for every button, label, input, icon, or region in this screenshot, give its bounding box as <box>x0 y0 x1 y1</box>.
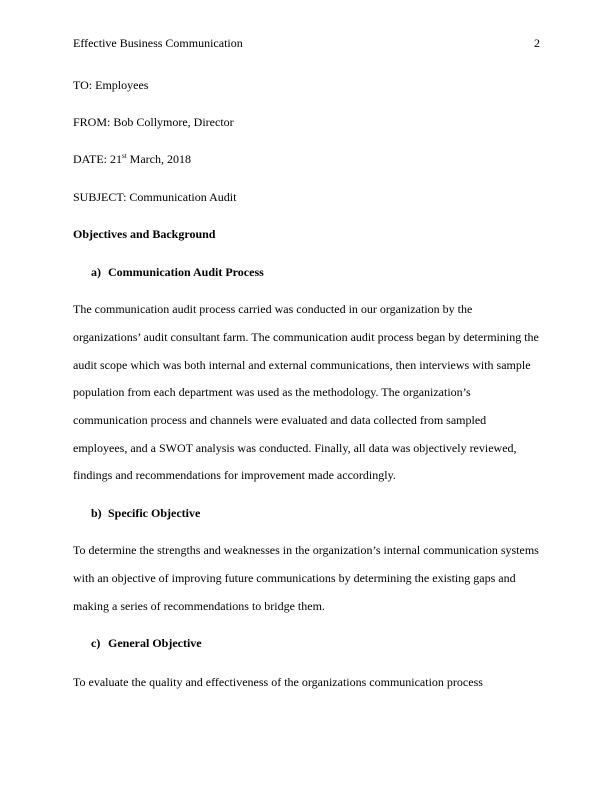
paragraph-line: To evaluate the quality and effectiveness of the organizations communication process <box>73 675 483 689</box>
section-heading: Objectives and Background <box>73 227 216 241</box>
memo-to: TO: Employees <box>73 78 149 92</box>
paragraph-line: findings and recommendations for improvement made accordingly. <box>73 468 396 482</box>
subsection-title: General Objective <box>108 636 202 650</box>
paragraph-line: To determine the strengths and weaknesses in the organization’s internal communication systems <box>73 543 539 557</box>
subsection-marker: a) <box>91 265 101 279</box>
memo-date <box>73 152 191 166</box>
paragraph-line: employees, and a SWOT analysis was conducted. Finally, all data was objectively reviewed, <box>73 441 517 455</box>
subsection-marker: c) <box>91 636 101 650</box>
memo-date-prefix: DATE: 21 <box>73 152 122 166</box>
paragraph-line: communication process and channels were evaluated and data collected from sampled <box>73 413 487 427</box>
paragraph-line: with an objective of improving future communications by determining the existing gaps and <box>73 571 516 585</box>
paragraph-line: organizations’ audit consultant farm. The communication audit process began by determining the <box>73 330 539 344</box>
paragraph-line: audit scope which was both internal and external communications, then interviews with sample <box>73 358 531 372</box>
subsection-title: Communication Audit Process <box>108 265 264 279</box>
page-number: 2 <box>534 36 540 50</box>
memo-subject: SUBJECT: Communication Audit <box>73 190 237 204</box>
running-header-title: Effective Business Communication <box>73 36 243 50</box>
memo-from: FROM: Bob Collymore, Director <box>73 115 234 129</box>
subsection-heading-b <box>91 506 200 520</box>
subsection-marker: b) <box>91 506 102 520</box>
paragraph-line: population from each department was used as the methodology. The organization’s <box>73 385 471 399</box>
paragraph-line: making a series of recommendations to bridge them. <box>73 599 325 613</box>
memo-date-superscript: st <box>122 152 127 160</box>
subsection-heading-c <box>91 636 202 650</box>
subsection-title: Specific Objective <box>108 506 201 520</box>
memo-date-suffix: March, 2018 <box>126 152 191 166</box>
subsection-heading-a <box>91 265 264 279</box>
paragraph-line: The communication audit process carried was conducted in our organization by the <box>73 302 473 316</box>
